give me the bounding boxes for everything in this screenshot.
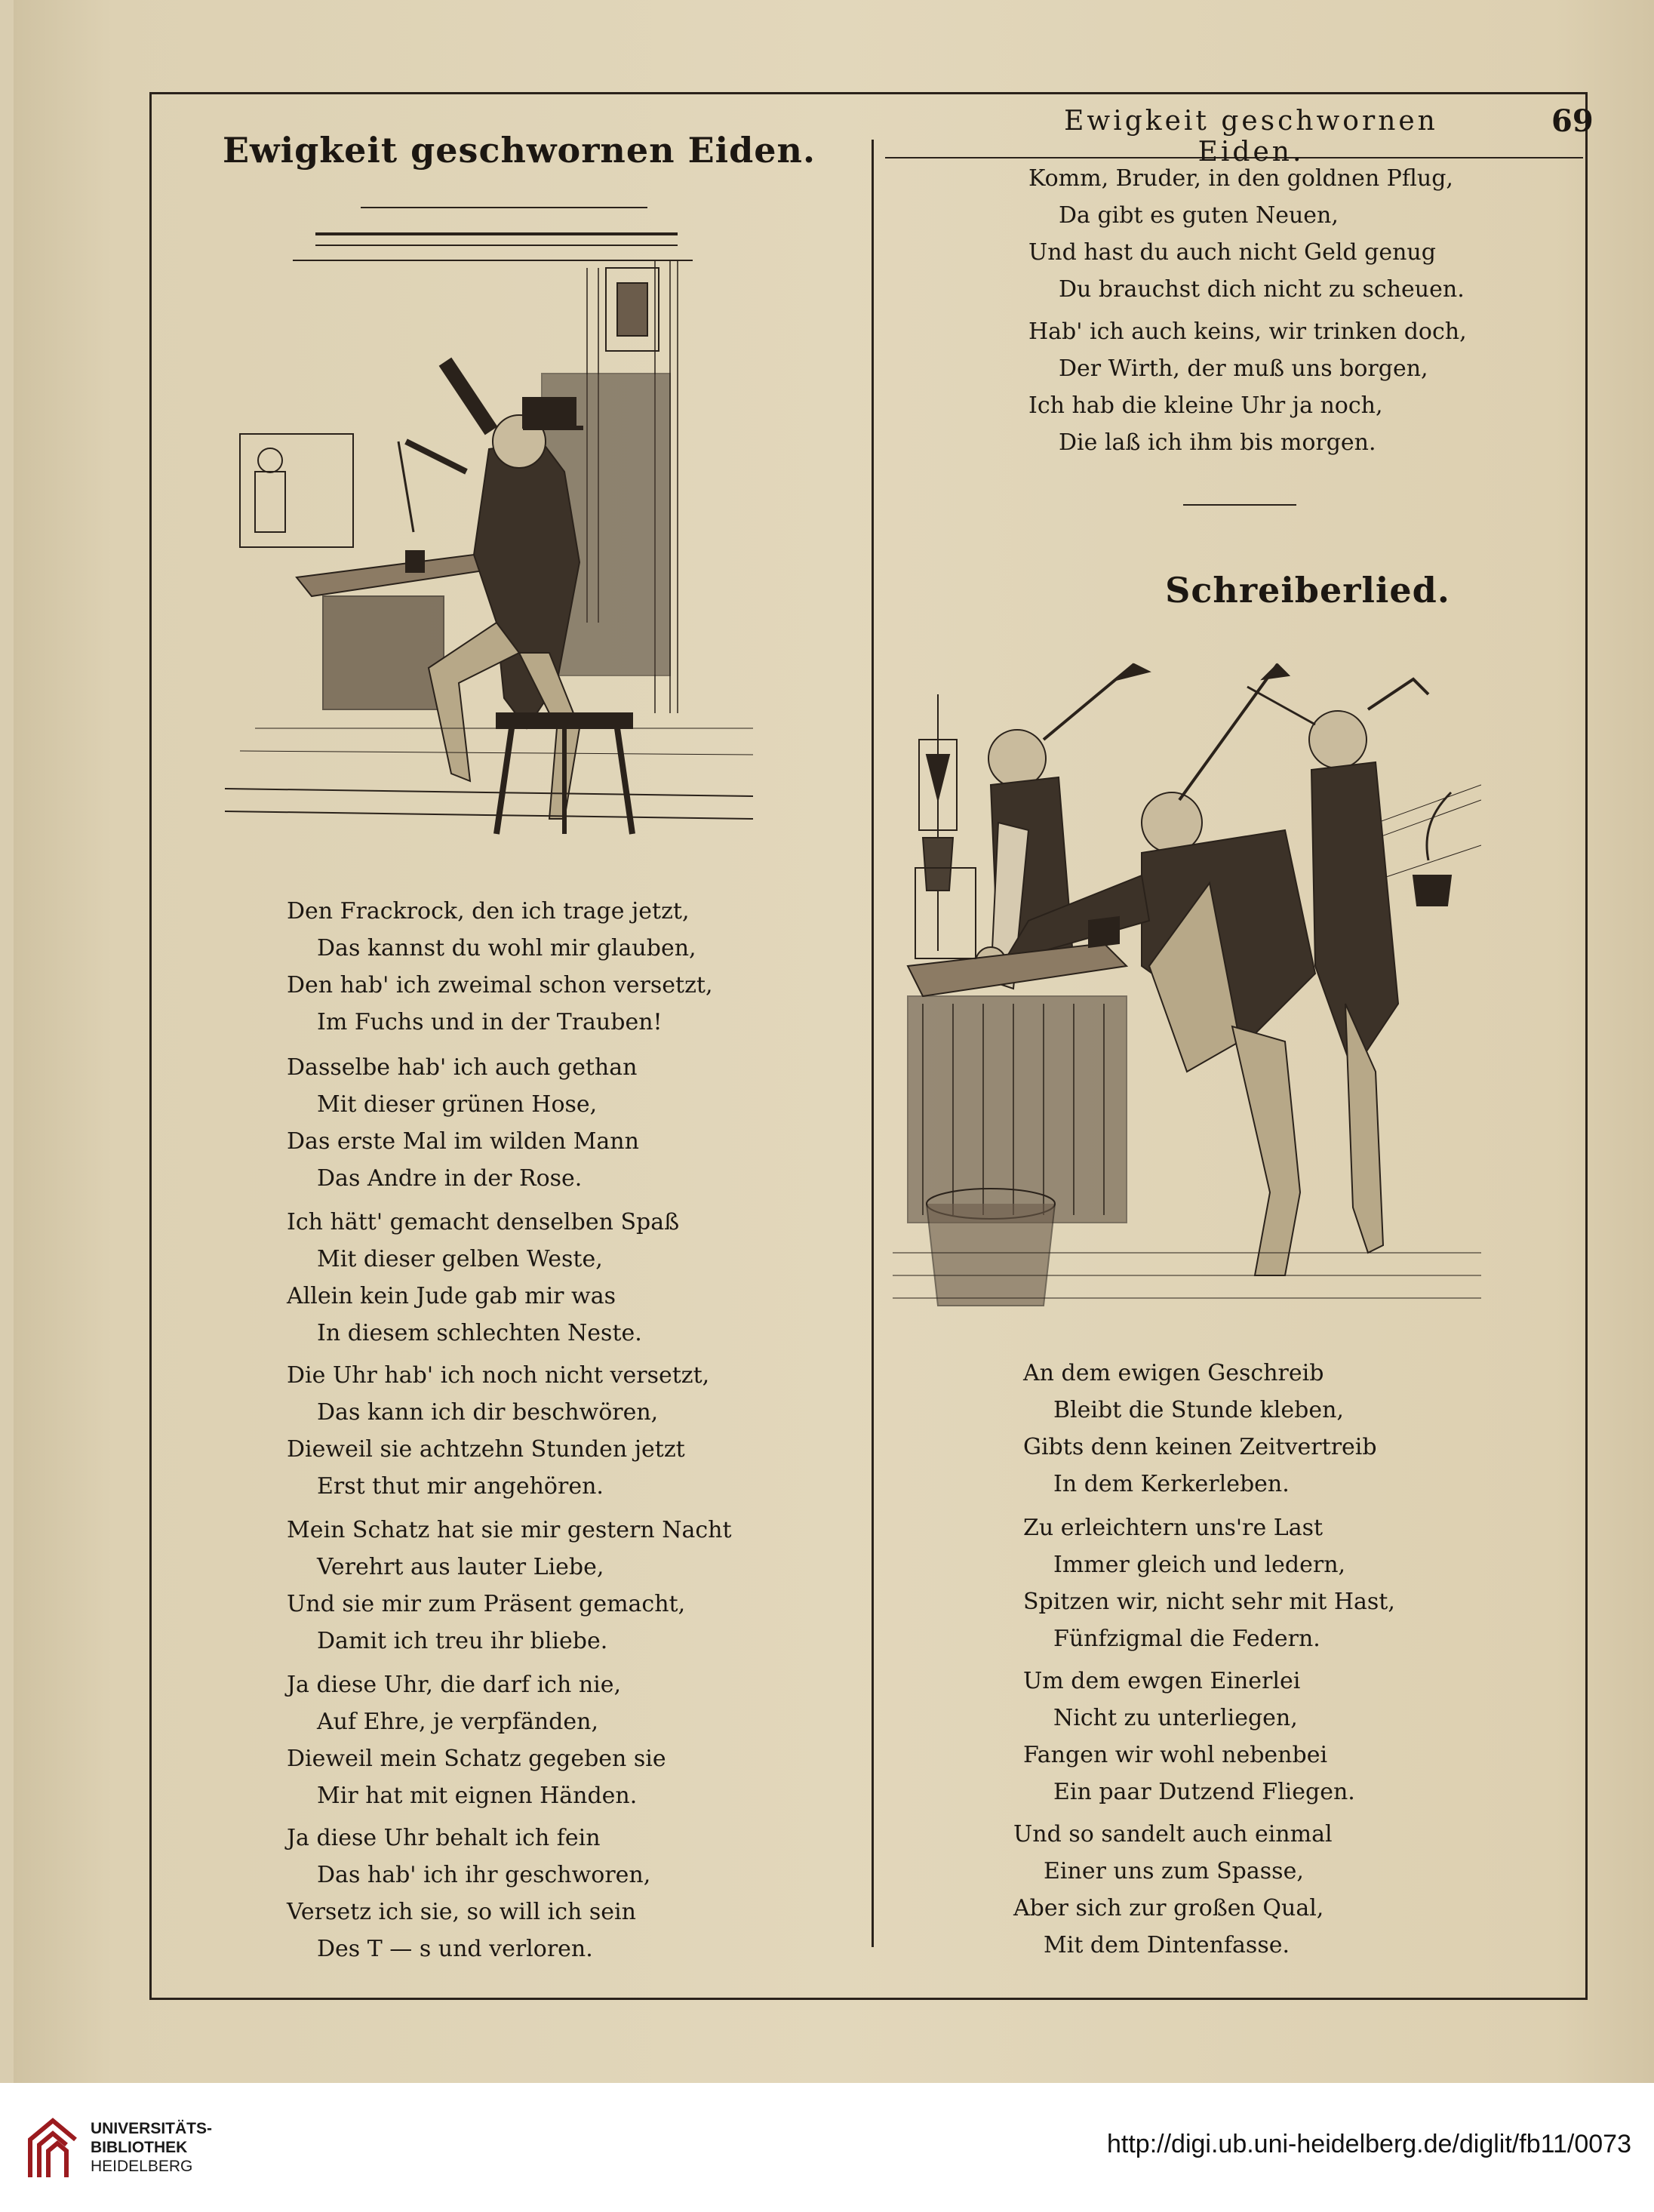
verse-line: Nicht zu unterliegen, bbox=[1053, 1705, 1298, 1731]
illustration-clerks-writing bbox=[893, 649, 1481, 1313]
verse-line: Und so sandelt auch einmal bbox=[1013, 1821, 1333, 1847]
verse-line: An dem ewigen Geschreib bbox=[1023, 1360, 1324, 1386]
poem1-title: Ewigkeit geschwornen Eiden. bbox=[222, 130, 816, 171]
verse-line: Aber sich zur großen Qual, bbox=[1013, 1895, 1324, 1921]
verse-line: Des T — s und verloren. bbox=[317, 1936, 593, 1962]
verse-line: Immer gleich und ledern, bbox=[1053, 1552, 1346, 1578]
verse-line: Da gibt es guten Neuen, bbox=[1059, 202, 1339, 229]
verse-line: Ein paar Dutzend Fliegen. bbox=[1053, 1779, 1355, 1805]
verse-line: Dieweil mein Schatz gegeben sie bbox=[287, 1746, 666, 1772]
poem1-stanza bbox=[287, 1820, 650, 1967]
verse-line: Um dem ewgen Einerlei bbox=[1023, 1668, 1301, 1694]
verse-line: Den Frackrock, den ich trage jetzt, bbox=[287, 898, 690, 924]
verse-line: Und hast du auch nicht Geld genug bbox=[1028, 239, 1436, 266]
verse-line: Im Fuchs und in der Trauben! bbox=[317, 1009, 663, 1035]
verse-line: Mit dem Dintenfasse. bbox=[1044, 1932, 1290, 1958]
poem1-stanza bbox=[287, 1049, 639, 1197]
poem2-stanza bbox=[1023, 1663, 1355, 1811]
poem2-stanza bbox=[1013, 1816, 1333, 1964]
library-logo-icon bbox=[23, 2113, 83, 2181]
footer-bar bbox=[0, 2083, 1654, 2212]
verse-line: Dasselbe hab' ich auch gethan bbox=[287, 1054, 638, 1081]
verse-line: Mein Schatz hat sie mir gestern Nacht bbox=[287, 1517, 732, 1543]
poem1-stanza bbox=[287, 1357, 709, 1505]
verse-line: Mit dieser grünen Hose, bbox=[317, 1091, 598, 1118]
verse-line: Mit dieser gelben Weste, bbox=[317, 1246, 603, 1272]
column-divider bbox=[872, 140, 874, 1947]
verse-line: Das hab' ich ihr geschworen, bbox=[317, 1862, 651, 1888]
institution-line: UNIVERSITÄTS- bbox=[91, 2120, 213, 2137]
verse-line: Der Wirth, der muß uns borgen, bbox=[1059, 355, 1428, 382]
verse-line: Gibts denn keinen Zeitvertreib bbox=[1023, 1434, 1377, 1460]
poem1-stanza bbox=[287, 893, 713, 1041]
verse-line: Und sie mir zum Präsent gemacht, bbox=[287, 1591, 686, 1617]
poem1-continuation-stanza bbox=[1028, 313, 1467, 461]
verse-line: Du brauchst dich nicht zu scheuen. bbox=[1059, 276, 1465, 303]
verse-line: Fünfzigmal die Federn. bbox=[1053, 1626, 1320, 1652]
poem2-stanza bbox=[1023, 1355, 1377, 1503]
verse-line: Einer uns zum Spasse, bbox=[1044, 1858, 1304, 1884]
verse-line: Allein kein Jude gab mir was bbox=[287, 1283, 616, 1309]
institution-line: HEIDELBERG bbox=[91, 2158, 193, 2175]
illustration-drinking-man bbox=[225, 200, 753, 857]
verse-line: Erst thut mir angehören. bbox=[317, 1473, 604, 1500]
institution-line: BIBLIOTHEK bbox=[91, 2139, 188, 2156]
verse-line: Ja diese Uhr, die darf ich nie, bbox=[287, 1672, 622, 1698]
poem1-stanza bbox=[287, 1666, 666, 1814]
verse-line: Bleibt die Stunde kleben, bbox=[1053, 1397, 1344, 1423]
verse-line: In dem Kerkerleben. bbox=[1053, 1471, 1290, 1497]
verse-line: Verehrt aus lauter Liebe, bbox=[317, 1554, 604, 1580]
verse-line: Zu erleichtern uns're Last bbox=[1023, 1515, 1324, 1541]
poem1-stanza bbox=[287, 1204, 679, 1352]
verse-line: Ja diese Uhr behalt ich fein bbox=[287, 1825, 601, 1851]
institution-name bbox=[91, 2119, 212, 2176]
verse-line: Mir hat mit eignen Händen. bbox=[317, 1783, 638, 1809]
poem1-continuation-stanza bbox=[1028, 160, 1465, 308]
scanned-page bbox=[14, 0, 1654, 2083]
verse-line: Hab' ich auch keins, wir trinken doch, bbox=[1028, 318, 1467, 345]
verse-line: Die laß ich ihm bis morgen. bbox=[1059, 429, 1376, 456]
verse-line: Komm, Bruder, in den goldnen Pflug, bbox=[1028, 165, 1453, 192]
verse-line: Das kannst du wohl mir glauben, bbox=[317, 935, 696, 961]
verse-line: Auf Ehre, je verpfänden, bbox=[317, 1709, 598, 1735]
poem2-title: Schreiberlied. bbox=[1165, 570, 1450, 611]
source-url-link[interactable]: http://digi.ub.uni-heidelberg.de/diglit/fb11/0073 bbox=[1107, 2130, 1631, 2158]
separator-rule bbox=[1183, 504, 1296, 506]
verse-line: In diesem schlechten Neste. bbox=[317, 1320, 642, 1346]
poem2-stanza bbox=[1023, 1509, 1395, 1657]
verse-line: Ich hätt' gemacht denselben Spaß bbox=[287, 1209, 680, 1235]
verse-line: Versetz ich sie, so will ich sein bbox=[287, 1899, 636, 1925]
running-head: Ewigkeit geschwornen Eiden. bbox=[1064, 106, 1438, 168]
verse-line: Den hab' ich zweimal schon versetzt, bbox=[287, 972, 713, 998]
verse-line: Ich hab die kleine Uhr ja noch, bbox=[1028, 392, 1383, 419]
verse-line: Dieweil sie achtzehn Stunden jetzt bbox=[287, 1436, 685, 1463]
verse-line: Damit ich treu ihr bliebe. bbox=[317, 1628, 608, 1654]
page-number: 69 bbox=[1551, 103, 1594, 139]
verse-line: Fangen wir wohl nebenbei bbox=[1023, 1742, 1328, 1768]
verse-line: Die Uhr hab' ich noch nicht versetzt, bbox=[287, 1362, 710, 1389]
verse-line: Das kann ich dir beschwören, bbox=[317, 1399, 659, 1426]
verse-line: Das erste Mal im wilden Mann bbox=[287, 1128, 639, 1155]
verse-line: Das Andre in der Rose. bbox=[317, 1165, 583, 1192]
verse-line: Spitzen wir, nicht sehr mit Hast, bbox=[1023, 1589, 1395, 1615]
poem1-stanza bbox=[287, 1512, 732, 1660]
